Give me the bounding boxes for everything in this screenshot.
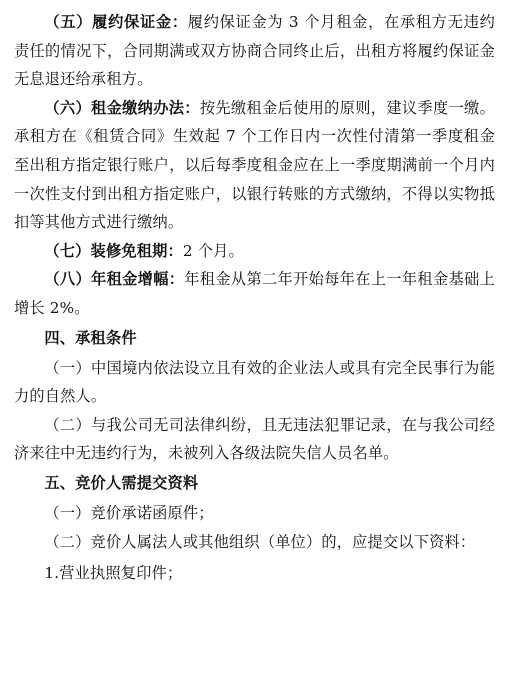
clause-performance-deposit [14, 8, 495, 94]
section-heading-lease-conditions: 四、承租条件 [44, 328, 137, 347]
clause-text: 年租金从第二年开始每年在上一年租金基础上增长 2%。 [14, 270, 495, 317]
section-heading-required-materials: 五、竞价人需提交资料 [44, 473, 199, 492]
condition-item: （二）与我公司无司法律纠纷，且无违法犯罪记录，在与我公司经济来往中无违约行为，未被列入各级法院失信人员名单。 [14, 415, 495, 463]
material-item: （二）竞价人属法人或其他组织（单位）的，应提交以下资料： [44, 532, 476, 551]
clause-rent-free-period [14, 237, 495, 266]
clause-text: 按先缴租金后使用的原则，建议季度一缴。承租方在《租赁合同》生效起 7 个工作日内一次性付清第一季度租金至出租方指定银行账户，以后每季度租金应在上一季度期满前一个月内一次性支付到出租方指定账户，以银行转账的方式缴纳，不得以实物抵扣等其他方式进行缴纳。 [14, 98, 495, 232]
clause-text: 2 个月。 [182, 241, 244, 260]
condition-item: （一）中国境内依法设立且有效的企业法人或具有完全民事行为能力的自然人。 [14, 358, 495, 406]
material-item: （一）竞价承诺函原件； [44, 503, 214, 522]
material-subitem: 1.营业执照复印件； [44, 564, 183, 583]
clause-title: （六）租金缴纳办法： [44, 98, 200, 117]
clause-rent-payment [14, 94, 495, 237]
clause-text: 履约保证金为 3 个月租金，在承租方无违约责任的情况下，合同期满或双方协商合同终止后，出租方将履约保证金无息退还给承租方。 [14, 13, 495, 89]
clause-title: （八）年租金增幅： [44, 270, 185, 289]
clause-rent-increase [14, 265, 495, 322]
clause-title: （五）履约保证金： [44, 13, 188, 31]
clause-title: （七）装修免租期： [44, 241, 183, 260]
